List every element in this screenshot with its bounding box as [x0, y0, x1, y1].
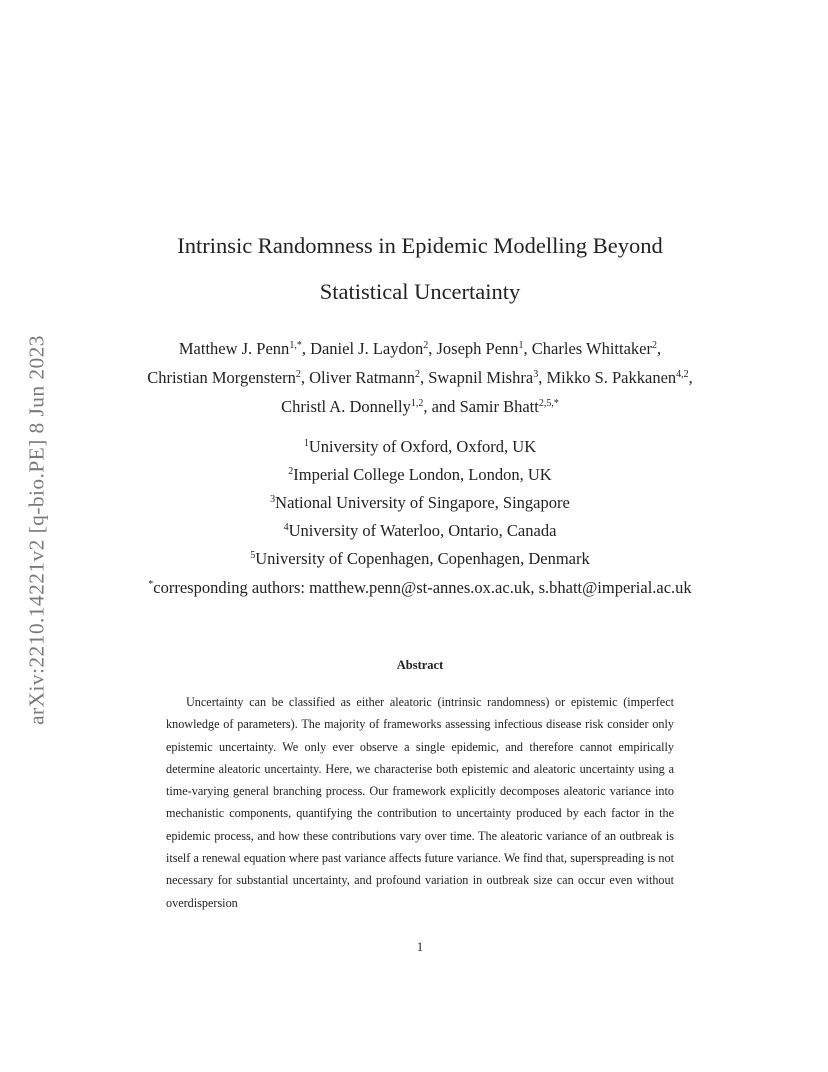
affiliation-mark: 1 — [303, 438, 309, 449]
author-line-3: Christl A. Donnelly$^{1,2}$, and Samir Bhatt$^{2,5,*}$ — [281, 397, 559, 416]
author-affiliation-mark: 2 — [652, 340, 657, 351]
affiliation-text: University of Oxford, Oxford, UK — [308, 437, 537, 456]
corresponding-mark: * — [148, 579, 154, 590]
affiliation-5 — [60, 549, 780, 569]
page-number: 1 — [416, 940, 424, 954]
author-name: Mikko S. Pakkanen — [546, 368, 677, 387]
affiliation-text: University of Copenhagen, Copenhagen, Denmark — [255, 549, 590, 568]
author-line-1: Matthew J. Penn$^{1,*}$, Daniel J. Laydon$^2$, Joseph Penn$^1$, Charles Whittaker$^2$, — [178, 339, 662, 358]
author-affiliation-mark: 4,2 — [676, 369, 689, 380]
affiliation-text: National University of Singapore, Singapore — [275, 493, 570, 512]
author-name: Oliver Ratmann — [309, 368, 415, 387]
affiliation-mark: 3 — [270, 494, 276, 505]
affiliation-mark: 4 — [283, 522, 289, 533]
author-name: Christl A. Donnelly — [281, 397, 411, 416]
affiliation-4 — [60, 521, 780, 541]
arxiv-identifier-text: arXiv:2210.14221v2 [q-bio.PE] 8 Jun 2023 — [24, 335, 49, 725]
author-name: Christian Morgenstern — [147, 368, 296, 387]
affiliation-2 — [60, 465, 780, 485]
affiliation-3 — [60, 493, 780, 513]
author-affiliation-mark: 1,2 — [410, 398, 424, 409]
affiliation-mark: 5 — [250, 550, 256, 561]
paper-title-line-1: Intrinsic Randomness in Epidemic Modelling Beyond — [177, 233, 663, 258]
author-name: Daniel J. Laydon — [310, 339, 424, 358]
author-affiliation-mark: 2 — [295, 369, 301, 380]
author-affiliation-mark: 1,* — [289, 340, 302, 351]
author-affiliation-mark: 2 — [423, 340, 429, 351]
author-name: Matthew J. Penn — [178, 339, 290, 358]
author-affiliation-mark: 3 — [533, 369, 539, 380]
affiliation-text: University of Waterloo, Ontario, Canada — [288, 521, 557, 540]
abstract-heading: Abstract — [396, 658, 444, 672]
author-name: Joseph Penn — [436, 339, 519, 358]
abstract-body: Uncertainty can be classified as either aleatoric (intrinsic randomness) or epistemic (imperfect knowledge of parameters). The majority of frameworks assessing infectious disease risk consider only epistemic uncertainty. We only ever observe a single epidemic, and therefore cannot empirically determine aleatoric uncertainty. Here, we characterise both epistemic and aleatoric uncertainty using a time-varying general branching process. Our framework explicitly decomposes aleatoric variance into mechanistic components, quantifying the contribution to uncertainty produced by each factor in the epidemic process, and how these contributions vary over time. The aleatoric variance of an outbreak is itself a renewal equation where past variance affects future variance. We find that, superspreading is not necessary for substantial uncertainty, and profound variation in outbreak size can occur even without overdispersion — [166, 695, 674, 910]
affiliation-mark: 2 — [288, 466, 294, 477]
author-name: Samir Bhatt — [459, 397, 539, 416]
author-name: Swapnil Mishra — [428, 368, 534, 387]
affiliation-1 — [60, 437, 780, 457]
affiliation-text: Imperial College London, London, UK — [293, 465, 552, 484]
author-affiliation-mark: 2,5,* — [538, 398, 559, 409]
author-affiliation-mark: 2 — [414, 369, 420, 380]
arxiv-identifier-stamp — [20, 290, 54, 770]
author-affiliation-mark: 1 — [518, 340, 524, 351]
author-line-2: Christian Morgenstern$^2$, Oliver Ratmann$^2$, Swapnil Mishra$^3$, Mikko S. Pakkanen$^{4,2}$, — [147, 368, 693, 387]
paper-title-line-2: Statistical Uncertainty — [319, 279, 521, 304]
corresponding-text: corresponding authors: matthew.penn@st-annes.ox.ac.uk, s.bhatt@imperial.ac.uk — [153, 578, 692, 597]
author-name: Charles Whittaker — [531, 339, 652, 358]
corresponding-authors — [60, 578, 780, 598]
